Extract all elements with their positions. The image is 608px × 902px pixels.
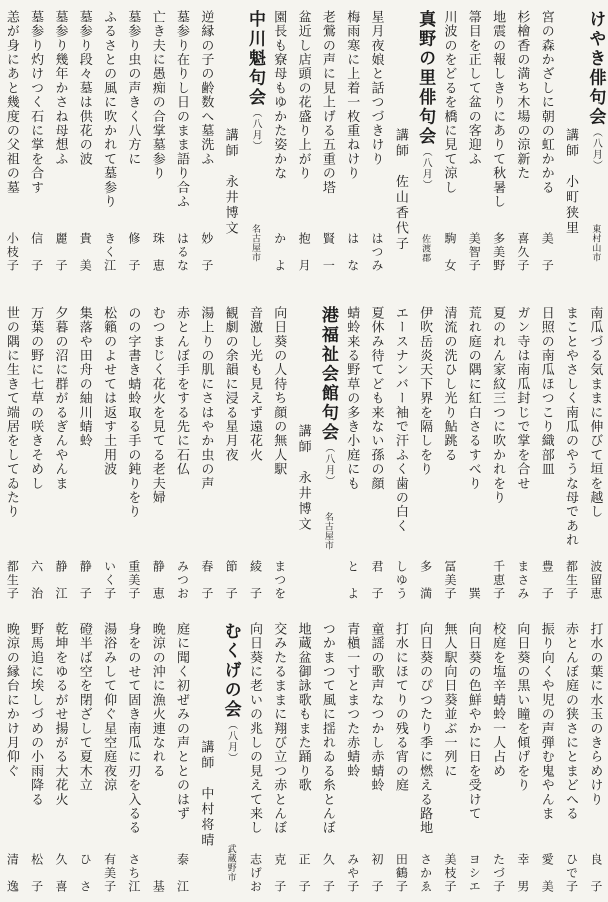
haiku-column xyxy=(122,622,146,898)
haiku-text: 磴半ば空を閉ざして夏木立 xyxy=(77,622,93,793)
haiku-text: 青槇一寸とまつた赤蜻蛉 xyxy=(345,622,361,779)
haiku-column xyxy=(73,622,97,898)
section-lecturer-column xyxy=(292,306,316,612)
haiku-column xyxy=(438,306,462,612)
haiku-column xyxy=(316,622,340,898)
haiku-author: さち江 xyxy=(126,852,141,893)
haiku-column xyxy=(511,10,535,298)
haiku-text: 赤とんぼ手をする先に石仏 xyxy=(175,306,191,477)
haiku-column xyxy=(341,622,365,898)
haiku-author: 幸 男 xyxy=(515,852,530,893)
section-lecturer: 講師 永井博文 xyxy=(296,424,312,533)
haiku-column xyxy=(268,306,292,612)
haiku-column xyxy=(25,306,49,612)
haiku-author: ひ さ xyxy=(78,852,93,893)
haiku-text: 日照の南瓜ほつこり織部皿 xyxy=(539,306,555,477)
haiku-text: 南瓜づる気ままに伸びて垣を越し xyxy=(588,306,604,519)
haiku-column xyxy=(486,622,510,898)
section-title-column xyxy=(584,10,608,298)
haiku-column xyxy=(73,306,97,612)
haiku-column xyxy=(389,622,413,898)
section-title: 中川魁句会 xyxy=(245,10,265,108)
haiku-column xyxy=(49,622,73,898)
haiku-text: ふるさとの風に吹かれて墓参り xyxy=(102,10,118,209)
haiku-text: 川波のをどるを橋に見て涼し xyxy=(442,10,458,195)
haiku-author: 小枝子 xyxy=(5,231,20,272)
haiku-text: 夕暮の沼に群がるぎんやんま xyxy=(53,306,69,491)
section-city-label: 武蔵野市 xyxy=(226,844,237,882)
haiku-text: 星月夜娘と話つづきけり xyxy=(369,10,385,167)
haiku-column xyxy=(584,622,608,898)
haiku-column xyxy=(195,306,219,612)
haiku-author: 綾 子 xyxy=(248,559,263,600)
haiku-text: 世の隅に生きて端居をしてゐたり xyxy=(4,306,20,519)
haiku-author: さかゑ xyxy=(418,852,433,893)
haiku-author: 駒 女 xyxy=(442,231,457,272)
haiku-column xyxy=(0,10,24,298)
haiku-author: 清 逸 xyxy=(5,852,20,893)
haiku-text: 夏休み待てども来ない孫の顔 xyxy=(369,306,385,491)
haiku-text: 箒目を正して盆の客迎ふ xyxy=(466,10,482,167)
haiku-author: 千恵子 xyxy=(491,559,506,600)
haiku-text: 万葉の野に七草の咲きそめし xyxy=(29,306,45,491)
haiku-author: ヨシエ xyxy=(467,852,482,893)
section-lecturer: 講師 佐山香代子 xyxy=(393,128,409,252)
poem-band-bottom xyxy=(0,622,608,898)
haiku-author: 美智子 xyxy=(467,231,482,272)
haiku-text: 墓参り段々墓は供花の波 xyxy=(77,10,93,167)
haiku-column xyxy=(49,10,73,298)
section-city-label: 東村山市 xyxy=(591,224,602,262)
haiku-author: 麗 子 xyxy=(53,231,68,272)
haiku-text: 校庭を塩辛蜻蛉一人占め xyxy=(491,622,507,779)
haiku-column xyxy=(414,306,438,612)
haiku-text: 松籟のよせては返す土用波 xyxy=(102,306,118,477)
section-title-wrap xyxy=(417,10,434,191)
haiku-author: 志げお xyxy=(248,852,263,893)
haiku-column xyxy=(146,622,170,898)
haiku-text: 向日葵のぴつたり季に燃える路地 xyxy=(418,622,434,835)
haiku-text: 地蔵盆御詠歌もまた踊り歌 xyxy=(296,622,312,793)
haiku-author: か よ xyxy=(272,231,287,272)
haiku-text: 庭に聞く初ぜみの声ととのはず xyxy=(175,622,191,821)
haiku-column xyxy=(584,306,608,612)
haiku-column xyxy=(170,622,194,898)
haiku-text: 童謡の歌声なつかし赤蜻蛉 xyxy=(369,622,385,793)
section-title-column xyxy=(243,10,267,298)
haiku-text: 墓参り在りし日のまま語り合ふ xyxy=(175,10,191,209)
haiku-column xyxy=(146,306,170,612)
section-month-label: （八月） xyxy=(225,719,237,764)
haiku-column xyxy=(268,622,292,898)
section-title-column xyxy=(219,622,243,898)
haiku-column xyxy=(219,306,243,612)
haiku-column xyxy=(559,622,583,898)
haiku-column xyxy=(438,622,462,898)
section-month-label: （八月） xyxy=(420,146,432,191)
section-month-label: （八月） xyxy=(322,442,334,487)
haiku-text: のの字書き蜻蛉取る手の鈍りをり xyxy=(126,306,142,519)
haiku-text: 集落や田舟の紬川蜻蛉 xyxy=(77,306,93,448)
haiku-author: しゆう xyxy=(394,559,409,600)
haiku-author: 春 子 xyxy=(199,559,214,600)
haiku-text: 杉檜香の満ち木場の涼新た xyxy=(515,10,531,181)
haiku-column xyxy=(122,10,146,298)
haiku-column xyxy=(486,306,510,612)
section-title: むくげの会 xyxy=(221,622,241,720)
haiku-column xyxy=(511,622,535,898)
haiku-text: 湯上りの肌にさはやか虫の声 xyxy=(199,306,215,491)
section-title-wrap xyxy=(223,622,240,764)
haiku-column xyxy=(535,306,559,612)
haiku-column xyxy=(414,622,438,898)
haiku-column xyxy=(243,622,267,898)
haiku-author: 多 満 xyxy=(418,559,433,600)
haiku-column xyxy=(97,10,121,298)
haiku-author: 妙 子 xyxy=(199,231,214,272)
section-title-wrap xyxy=(247,10,264,152)
section-title-wrap xyxy=(587,10,604,171)
haiku-text: 身をのせて固き南瓜に刃を入るる xyxy=(126,622,142,835)
section-title: 真野の里俳句会 xyxy=(416,10,436,147)
haiku-text: 墓参り灼けつく石に掌を合す xyxy=(29,10,45,195)
haiku-author: 正 子 xyxy=(297,852,312,893)
section-title-wrap xyxy=(320,306,337,487)
haiku-text: 荒れ庭の隅に紅白さるすべり xyxy=(466,306,482,491)
haiku-author: はるな xyxy=(175,231,190,272)
haiku-author: きく江 xyxy=(102,231,117,272)
haiku-author: は な xyxy=(345,231,360,272)
haiku-text: エースナンバー袖で汗ふく歯の白く xyxy=(393,306,409,534)
haiku-column xyxy=(0,306,24,612)
section-lecturer-column xyxy=(389,10,413,298)
section-lecturer-column xyxy=(219,10,243,298)
haiku-column xyxy=(462,10,486,298)
haiku-author: まつを xyxy=(272,559,287,600)
haiku-author: 珠 恵 xyxy=(151,231,166,272)
haiku-text: 晩涼の沖に漁火連なれる xyxy=(150,622,166,779)
haiku-text: 地震の報しきりにありて秋暑し xyxy=(491,10,507,209)
haiku-author: 基 xyxy=(151,879,166,893)
haiku-text: 盆近し店頭の花盛り上がり xyxy=(296,10,312,181)
poem-band-top xyxy=(0,10,608,298)
haiku-text: 向日葵の人待ち顔の無人駅 xyxy=(272,306,288,477)
haiku-column xyxy=(389,306,413,612)
haiku-author: 都生子 xyxy=(564,559,579,600)
haiku-column xyxy=(365,622,389,898)
haiku-text: 墓参り虫の声きく八方に xyxy=(126,10,142,167)
haiku-column xyxy=(438,10,462,298)
haiku-text: 夏のれん家紋三つに吹かれをり xyxy=(491,306,507,505)
haiku-column xyxy=(25,622,49,898)
haiku-author: いく子 xyxy=(102,559,117,600)
haiku-author: 久 喜 xyxy=(53,852,68,893)
haiku-author: と よ xyxy=(345,559,360,600)
haiku-text: 乾坤をゆるがせ揚がる大花火 xyxy=(53,622,69,807)
haiku-author: 波留恵 xyxy=(588,559,603,600)
haiku-author: 君 子 xyxy=(370,559,385,600)
section-month-label: （八月） xyxy=(249,107,261,152)
haiku-column xyxy=(170,10,194,298)
haiku-author: 有美子 xyxy=(102,852,117,893)
haiku-text: むつまじく花火を見てる老夫婦 xyxy=(150,306,166,505)
haiku-author: 貴 美 xyxy=(78,231,93,272)
haiku-column xyxy=(486,10,510,298)
haiku-column xyxy=(292,10,316,298)
haiku-column xyxy=(462,306,486,612)
poem-band-middle xyxy=(0,306,608,612)
haiku-column xyxy=(462,622,486,898)
haiku-author: 豊 子 xyxy=(540,559,555,600)
haiku-text: 向日葵の黒い瞳を傾げをり xyxy=(515,622,531,793)
haiku-column xyxy=(73,10,97,298)
haiku-author: 久 子 xyxy=(321,852,336,893)
haiku-author: 田鶴子 xyxy=(394,852,409,893)
section-title-column xyxy=(316,306,340,612)
haiku-text: 蜻蛉来る野草の多き小庭にも xyxy=(345,306,361,491)
haiku-column xyxy=(365,306,389,612)
section-title: 港福祉会館句会 xyxy=(318,306,338,443)
haiku-text: 交みたるままに翔び立つ赤とんぼ xyxy=(272,622,288,835)
haiku-author: まさみ xyxy=(515,559,530,600)
haiku-author: 多美野 xyxy=(491,231,506,272)
haiku-text: 向日葵に老いの兆しの見えて来し xyxy=(247,622,263,835)
haiku-author: 初 子 xyxy=(370,852,385,893)
haiku-author: 賢 一 xyxy=(321,231,336,272)
haiku-author: 六 治 xyxy=(29,559,44,600)
section-title: けやき俳句会 xyxy=(586,10,606,127)
haiku-text: 赤とんぼ庭の狭さにとまどへる xyxy=(564,622,580,821)
haiku-column xyxy=(365,10,389,298)
haiku-text: 打水にほてりの残る宵の庭 xyxy=(393,622,409,793)
haiku-author: 修 子 xyxy=(126,231,141,272)
haiku-column xyxy=(535,10,559,298)
haiku-column xyxy=(0,622,24,898)
haiku-author: 巽 xyxy=(467,586,482,600)
haiku-column xyxy=(341,10,365,298)
haiku-author: 信 子 xyxy=(29,231,44,272)
section-lecturer: 講師 小町狭里 xyxy=(564,128,580,237)
haiku-text: 恙が身にあと幾度の父祖の墓 xyxy=(4,10,20,195)
haiku-column xyxy=(122,306,146,612)
haiku-text: 振り向くや児の声弾む鬼やんま xyxy=(539,622,555,821)
haiku-text: まことやさしく南瓜のやうな母であれ xyxy=(564,306,580,548)
haiku-author: みや子 xyxy=(345,852,360,893)
haiku-text: つかまつて風に揺れゐる糸とんぼ xyxy=(320,622,336,835)
haiku-author: 泰 江 xyxy=(175,852,190,893)
section-lecturer-column xyxy=(559,10,583,298)
section-city-label: 名古屋市 xyxy=(250,224,261,262)
section-lecturer-column xyxy=(195,622,219,898)
section-month-label: （八月） xyxy=(590,127,602,171)
haiku-author: たづ子 xyxy=(491,852,506,893)
haiku-column xyxy=(170,306,194,612)
haiku-column xyxy=(25,10,49,298)
haiku-author: みつお xyxy=(175,559,190,600)
haiku-column xyxy=(97,306,121,612)
haiku-text: 墓参り幾年かさね母想ふ xyxy=(53,10,69,167)
haiku-text: 逆縁の子の齢数へ墓洗ふ xyxy=(199,10,215,167)
haiku-author: 冨美子 xyxy=(442,559,457,600)
haiku-column xyxy=(292,622,316,898)
haiku-column xyxy=(243,306,267,612)
haiku-text: 園長も寮母もゆかた姿かな xyxy=(272,10,288,181)
section-lecturer: 講師 永井博文 xyxy=(223,128,239,237)
haiku-text: 観劇の余韻に浸る星月夜 xyxy=(223,306,239,463)
haiku-text: 音激し光も見えず遠花火 xyxy=(247,306,263,463)
section-city-label: 佐渡郡 xyxy=(421,233,432,262)
haiku-text: 湯浴みして仰ぐ星空庭夜涼 xyxy=(102,622,118,793)
haiku-author: 重美子 xyxy=(126,559,141,600)
haiku-text: 宮の森かざしに朝の虹かかる xyxy=(539,10,555,195)
haiku-text: 伊吹岳炎天下界を隔しをり xyxy=(418,306,434,477)
haiku-column xyxy=(97,622,121,898)
haiku-column xyxy=(49,306,73,612)
haiku-author: 松 子 xyxy=(29,852,44,893)
haiku-author: 美枝子 xyxy=(442,852,457,893)
haiku-text: 晩涼の縁台にかけ月仰ぐ xyxy=(4,622,20,779)
section-title-column xyxy=(414,10,438,298)
haiku-column xyxy=(341,306,365,612)
haiku-column xyxy=(268,10,292,298)
haiku-author: 静 恵 xyxy=(151,559,166,600)
haiku-author: 良 子 xyxy=(588,852,603,893)
haiku-author: 喜久子 xyxy=(515,231,530,272)
haiku-text: 野馬追に埃しづめの小雨降る xyxy=(29,622,45,807)
haiku-column xyxy=(511,306,535,612)
haiku-author: ひで子 xyxy=(564,852,579,893)
haiku-author: 都生子 xyxy=(5,559,20,600)
haiku-text: 梅雨寒に上着一枚重ねけり xyxy=(345,10,361,181)
haiku-text: 清流の洗ひし光り鮎跳る xyxy=(442,306,458,463)
haiku-text: 無人駅向日葵並ぶ一列に xyxy=(442,622,458,779)
haiku-text: 老鶯の声に見上げる五重の塔 xyxy=(320,10,336,195)
haiku-text: ガン寺は南瓜封じで掌を合せ xyxy=(515,306,531,491)
haiku-author: 美 子 xyxy=(540,231,555,272)
haiku-author: 静 子 xyxy=(78,559,93,600)
haiku-text: 亡き夫に愚痴の合掌墓参り xyxy=(150,10,166,181)
haiku-author: 静 江 xyxy=(53,559,68,600)
haiku-column xyxy=(316,10,340,298)
haiku-text: 向日葵の色鮮やかに日を受けて xyxy=(466,622,482,821)
haiku-author: はつみ xyxy=(370,231,385,272)
haiku-author: 抱 月 xyxy=(297,231,312,272)
haiku-column xyxy=(535,622,559,898)
haiku-column xyxy=(559,306,583,612)
haiku-author: 克 子 xyxy=(272,852,287,893)
haiku-author: 節 子 xyxy=(224,559,239,600)
haiku-text: 打水の葉に水玉のきらめけり xyxy=(588,622,604,807)
section-lecturer: 講師 中村将晴 xyxy=(199,740,215,849)
section-city-label: 名古屋市 xyxy=(323,512,334,550)
haiku-column xyxy=(146,10,170,298)
haiku-column xyxy=(195,10,219,298)
haiku-author: 愛 美 xyxy=(540,852,555,893)
